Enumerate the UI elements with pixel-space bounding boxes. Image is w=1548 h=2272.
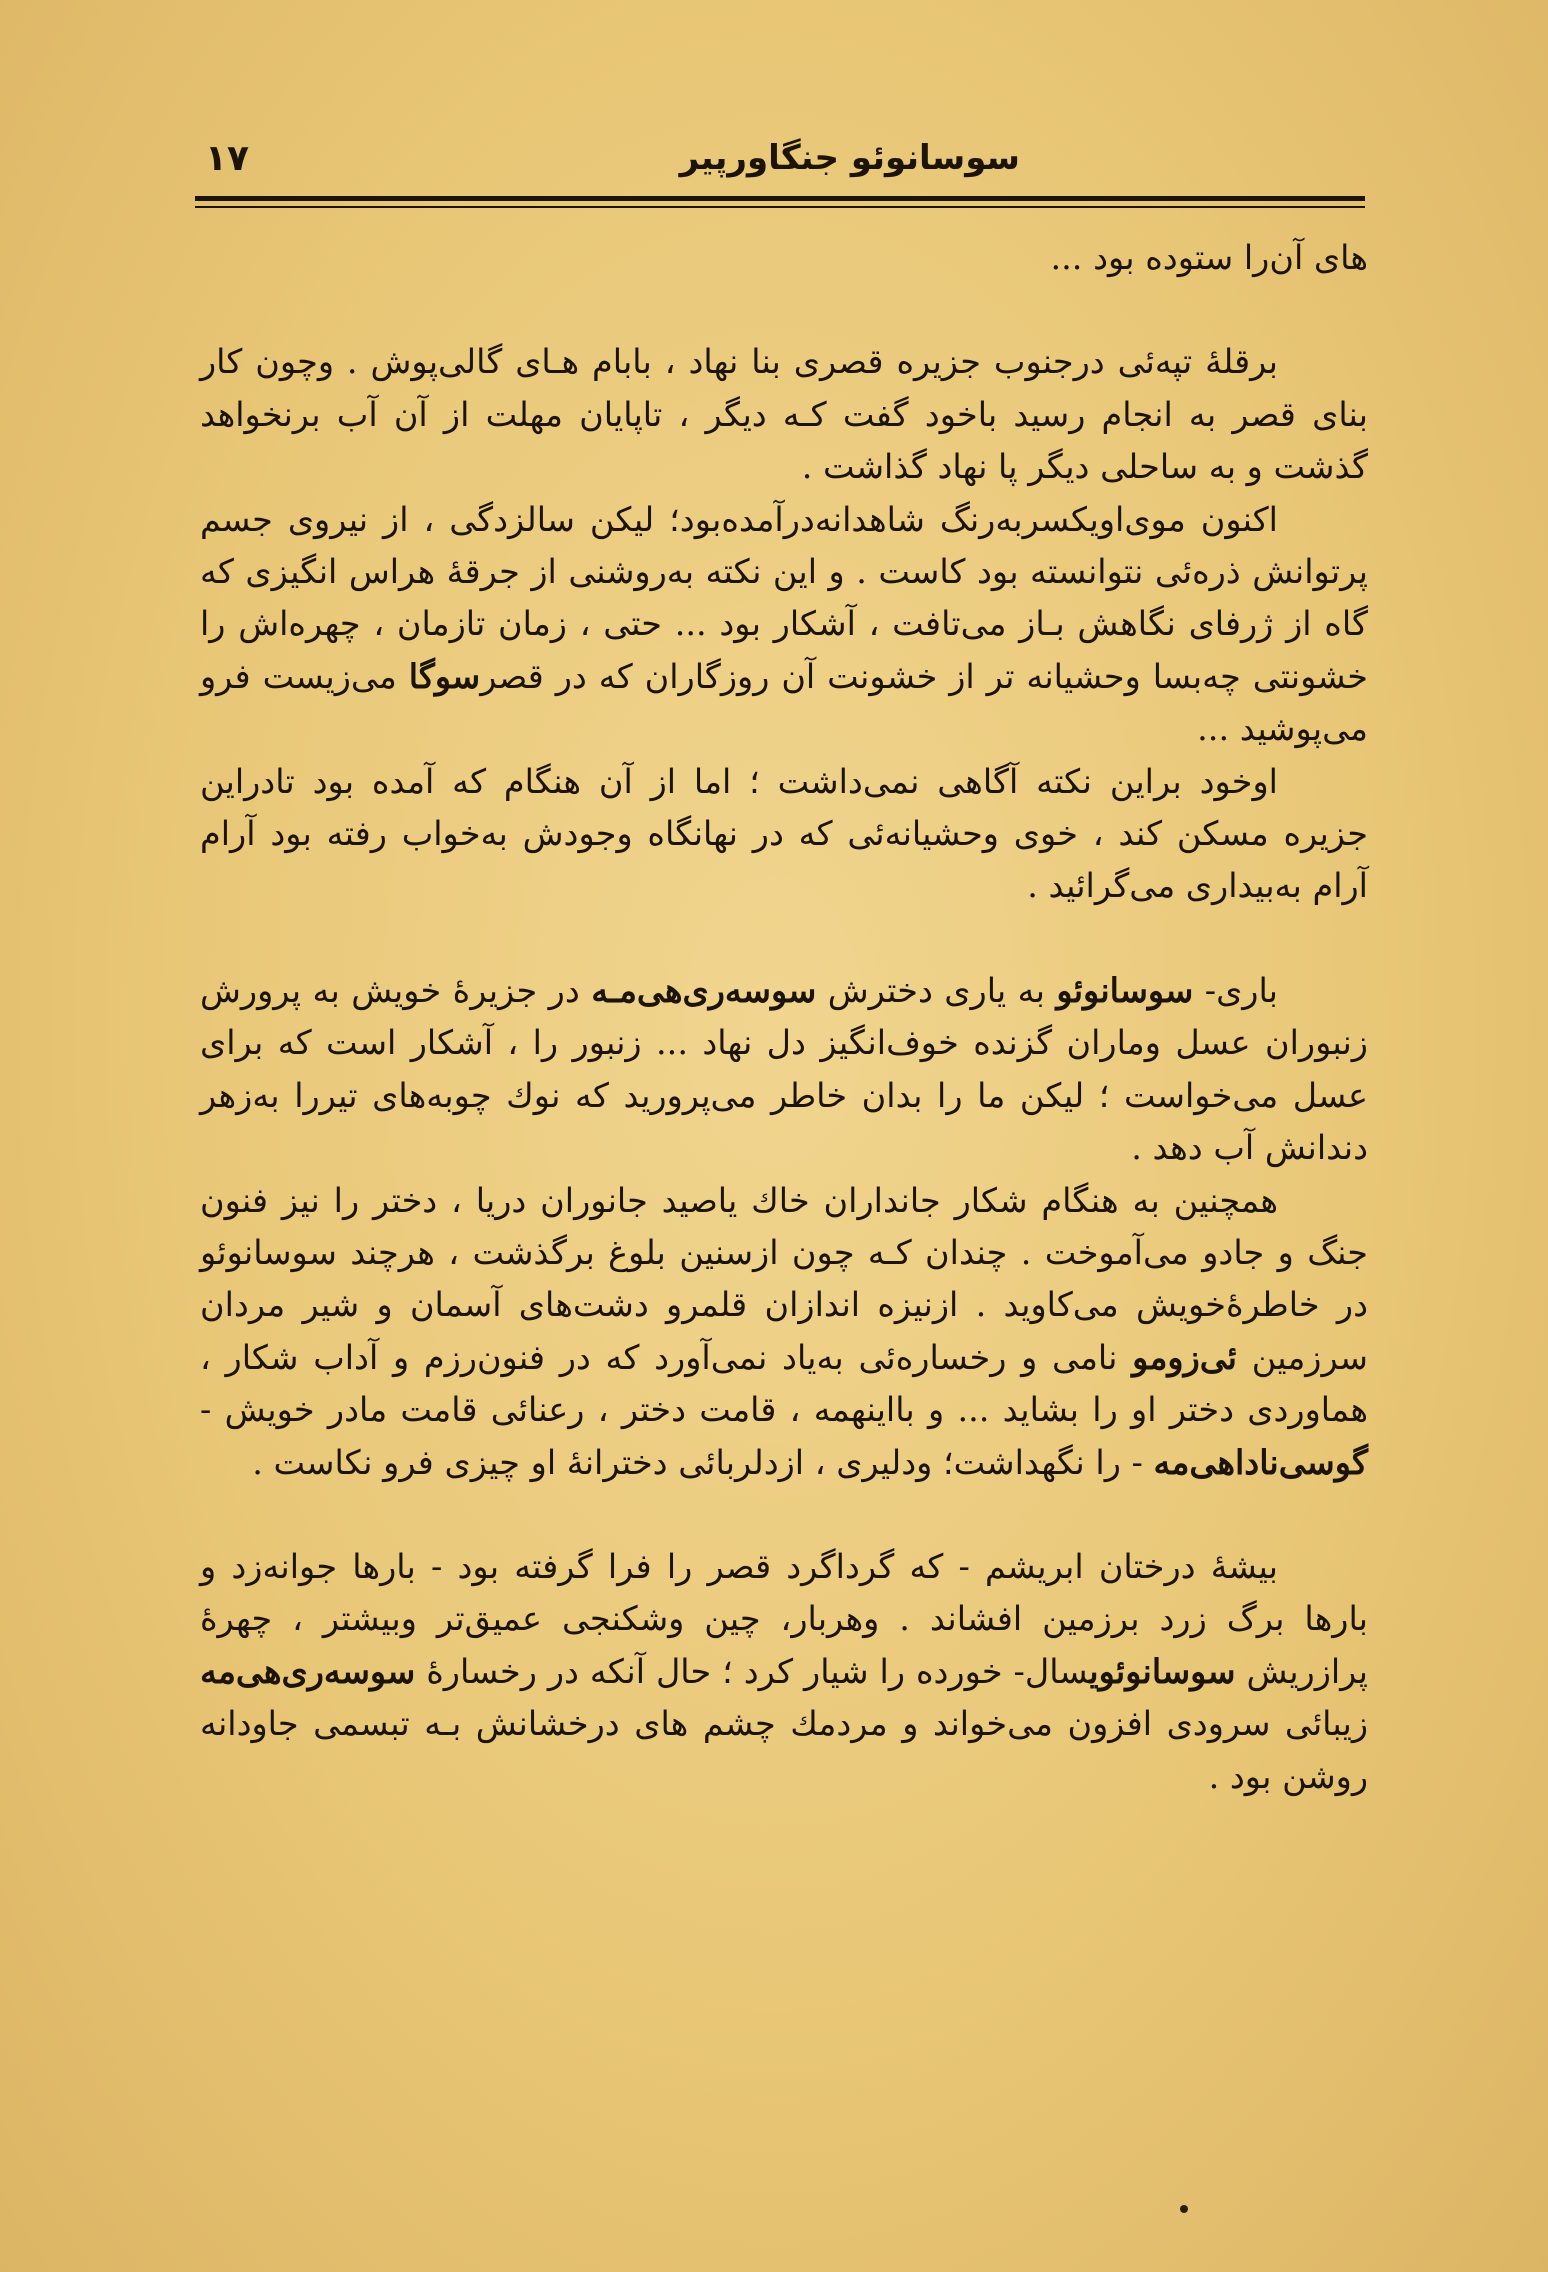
running-title: سوسانوئو جنگاورپیر (679, 138, 1020, 178)
header-rule-thin (195, 206, 1365, 208)
text-run: سال- خورده را شیار کرد ؛ حال آنکه در رخسارهٔ (415, 1651, 1090, 1691)
bold-name: سوسه‌ری‌هی‌مـه (591, 970, 817, 1010)
paragraph (200, 1541, 1368, 1803)
bold-name: گوسی‌ناداهی‌مه (1153, 1442, 1368, 1482)
text-run: باری- (1193, 970, 1278, 1010)
text-run: همچنین به هنگام شکار جانداران خاك یاصید جانوران دریا ، دختر را نیز فنون جنگ و جادو می‌آموخت . چندان کـه چون ازسنین بلوغ برگذشت ، هرچند سوسانوئو در خاطرهٔ‌خویش می‌کاوید . ازنیزه اندازان قلمرو دشت‌های آسمان و شیر مردان سرزمین (200, 1180, 1368, 1377)
bold-name: سوسانوئوی (1089, 1651, 1236, 1691)
text-run: - را نگهداشت؛ ودلیری ، ازدلربائی دخترانهٔ او چیزی فرو نکاست . (252, 1442, 1154, 1482)
paragraph (200, 756, 1368, 913)
text-run: اکنون موی‌اویکسربه‌رنگ شاهدانه‌درآمده‌بود؛ لیکن سالزدگی ، از نیروی جسم پرتوانش ذره‌ئی نتوانسته بود کاست . و این نکته به‌روشنی از جرقهٔ هراس انگیزی که گاه از ژرفای نگاهش بـاز می‌تافت ، آشکار بود ... حتی ، زمان تازمان ، چهره‌اش را خشونتی چه‌بسا وحشیانه تر از خشونت آن روزگاران که در قصر (200, 499, 1368, 696)
paragraph (200, 965, 1368, 1175)
bold-name: سوسه‌ری‌هی‌مه (200, 1651, 416, 1691)
text-run: اوخود براین نکته آگاهی نمی‌داشت ؛ اما از آن هنگام که آمده بود تادراین جزیره مسکن کند ، خوی وحشیانه‌ئی که در نهانگاه وجودش به‌خواب رفته بود آرام آرام به‌بیداری می‌گرائید . (200, 761, 1368, 906)
paragraph (200, 1175, 1368, 1489)
paragraph (200, 336, 1368, 493)
text-run: نامی و رخساره‌ئی به‌یاد نمی‌آورد که در فنون‌رزم و آداب شکار ، هماوردی دختر او را بشاید ... و بااینهمه ، قامت دختر ، رعنائی قامت مادر خویش - (200, 1337, 1368, 1430)
paragraph (200, 232, 1368, 284)
header-rule-thick (195, 196, 1365, 201)
text-run: در جزیرهٔ خویش به پرورش زنبوران عسل وماران گزنده خوف‌انگیز دل نهاد ... زنبور را ، آشکار است که برای عسل می‌خواست ؛ لیکن ما را بدان خاطر می‌پرورید که نوك چوبه‌های تیررا به‌زهر دندانش آب دهد . (200, 970, 1368, 1168)
bold-name: سوسانوئو (1056, 970, 1194, 1010)
text-run: های آن‌را ستوده بود ... (1050, 238, 1368, 277)
bold-name: ئی‌زومو (1132, 1337, 1237, 1377)
text-run: برقلهٔ تپه‌ئی درجنوب جزیره قصری بنا نهاد ، بابام هـای گالی‌پوش . وچون کار بنای قصر به انجام رسید باخود گفت کـه دیگر ، تاپایان مهلت از آن آب برنخواهد گذشت و به ساحلی دیگر پا نهاد گذاشت . (200, 342, 1368, 487)
text-run: به یاری دخترش (816, 970, 1057, 1010)
text-run: زیبائی سرودی افزون می‌خواند و مردمك چشم های درخشانش بـه تبسمی جاودانه روشن بود . (200, 1704, 1368, 1796)
text-run: می‌زیست فرو می‌پوشید ... (200, 656, 1368, 749)
text-run: بیشهٔ درختان ابریشم - که گرداگرد قصر را فرا گرفته بود - بارها جوانه‌زد و بارها برگ زرد برزمین افشاند . وهربار، چین وشکنجی عمیق‌تر وبیشتر ، چهرهٔ پرازریش (200, 1546, 1368, 1691)
body-text (200, 232, 1368, 1803)
ink-speck (1180, 2205, 1188, 2213)
bold-name: سوگا (408, 656, 481, 696)
page-header (195, 130, 1365, 200)
page-number: ١٧ (205, 138, 249, 179)
paragraph (200, 494, 1368, 756)
